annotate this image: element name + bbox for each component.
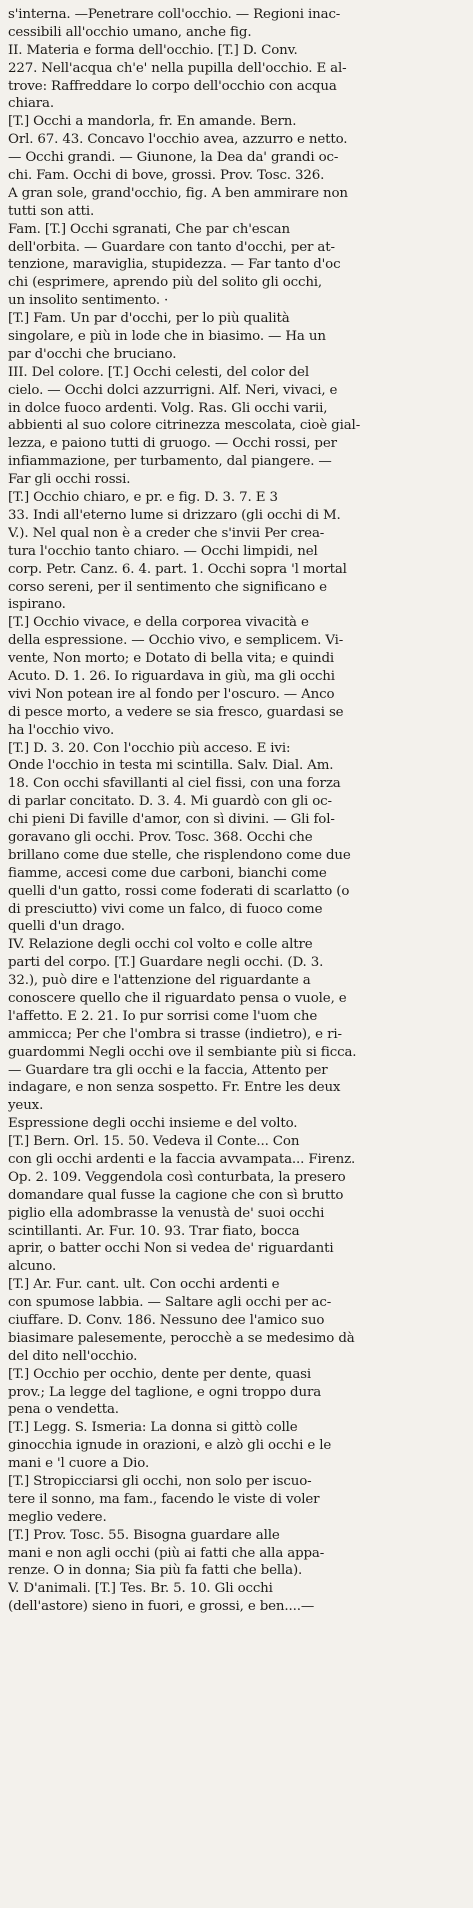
text-line: conoscere quello che il riguardato pensa o vuole, e	[8, 990, 347, 1006]
text-line: [T.] Occhio vivace, e della corporea vivacità e	[8, 615, 309, 631]
text-line: [T.] D. 3. 20. Con l'occhio più acceso. E ivi:	[8, 740, 291, 756]
text-line: infiammazione, per turbamento, dal piangere. —	[8, 454, 332, 470]
text-line: Far gli occhi rossi.	[8, 472, 131, 488]
text-line: [T.] Occhi a mandorla, fr. En amande. Bern.	[8, 114, 297, 130]
text-line: con spumose labbia. — Saltare agli occhi per ac-	[8, 1295, 332, 1311]
text-line: ginocchia ignude in orazioni, e alzò gli occhi e le	[8, 1438, 332, 1454]
text-line: goravano gli occhi. Prov. Tosc. 368. Occhi che	[8, 829, 313, 845]
text-line: Op. 2. 109. Veggendola così conturbata, la presero	[8, 1169, 346, 1185]
text-line: [T.] Occhio chiaro, e pr. e fig. D. 3. 7. E 3	[8, 490, 278, 506]
text-line: 18. Con occhi sfavillanti al ciel fissi, con una forza	[8, 776, 341, 792]
text-line: II. Materia e forma dell'occhio. [T.] D. Conv.	[8, 42, 298, 58]
text-line: trove: Raffreddare lo corpo dell'occhio con acqua	[8, 78, 337, 94]
text-line: A gran sole, grand'occhio, fig. A ben ammirare non	[8, 185, 348, 201]
text-line: vivi Non potean ire al fondo per l'oscuro. — Anco	[8, 686, 335, 702]
text-line: [T.] Legg. S. Ismeria: La donna si gittò colle	[8, 1420, 298, 1436]
text-line: lezza, e paiono tutti di gruogo. — Occhi rossi, per	[8, 436, 337, 452]
text-line: tere il sonno, ma fam., facendo le viste di voler	[8, 1491, 320, 1507]
text-line: [T.] Bern. Orl. 15. 50. Vedeva il Conte... Con	[8, 1134, 300, 1150]
text-line: IV. Relazione degli occhi col volto e colle altre	[8, 937, 313, 953]
text-line: ispirano.	[8, 597, 66, 613]
text-line: biasimare palesemente, perocchè a se medesimo dà	[8, 1330, 355, 1346]
text-column	[8, 6, 465, 1616]
text-line: scintillanti. Ar. Fur. 10. 93. Trar fiato, bocca	[8, 1223, 300, 1239]
text-line: dell'orbita. — Guardare con tanto d'occhi, per at-	[8, 239, 335, 255]
text-line: cessibili all'occhio umano, anche fig.	[8, 24, 252, 40]
text-line: parti del corpo. [T.] Guardare negli occhi. (D. 3.	[8, 955, 324, 971]
text-line: V.). Nel qual non è a creder che s'invii Per crea-	[8, 525, 325, 541]
text-line: della espressione. — Occhio vivo, e semplicem. Vi-	[8, 633, 344, 649]
text-line: Espressione degli occhi insieme e del volto.	[8, 1116, 298, 1132]
text-line: indagare, e non senza sospetto. Fr. Entre les deux	[8, 1080, 341, 1096]
text-line: vente, Non morto; e Dotato di bella vita; e quindi	[8, 651, 335, 667]
text-line: chiara.	[8, 96, 54, 112]
text-line: chi (esprimere, aprendo più del solito gli occhi,	[8, 275, 323, 291]
text-line: fiamme, accesi come due carboni, bianchi come	[8, 865, 327, 881]
text-line: singolare, e più in lode che in biasimo. — Ha un	[8, 329, 326, 345]
text-line: ha l'occhio vivo.	[8, 722, 115, 738]
text-line: di pesce morto, a vedere se sia fresco, guardasi se	[8, 704, 344, 720]
text-line: un insolito sentimento. ·	[8, 293, 169, 309]
text-line: guardommi Negli occhi ove il sembiante più si ficca.	[8, 1044, 357, 1060]
text-line: s'interna. —Penetrare coll'occhio. — Regioni inac-	[8, 7, 341, 22]
text-line: — Occhi grandi. — Giunone, la Dea da' grandi oc-	[8, 150, 339, 166]
text-line: quelli d'un drago.	[8, 919, 125, 935]
text-line: 33. Indi all'eterno lume si drizzaro (gli occhi di M.	[8, 507, 341, 523]
text-line: piglio ella adombrasse la venustà de' suoi occhi	[8, 1205, 325, 1221]
text-line: prov.; La legge del taglione, e ogni troppo dura	[8, 1384, 322, 1400]
text-line: III. Del colore. [T.] Occhi celesti, del color del	[8, 364, 309, 380]
text-line: (dell'astore) sieno in fuori, e grossi, e ben....—	[8, 1599, 315, 1615]
text-line: [T.] Fam. Un par d'occhi, per lo più qualità	[8, 311, 290, 327]
text-line: par d'occhi che bruciano.	[8, 346, 177, 362]
text-line: chi. Fam. Occhi di bove, grossi. Prov. Tosc. 326.	[8, 168, 325, 184]
text-line: [T.] Stropicciarsi gli occhi, non solo per iscuo-	[8, 1474, 312, 1490]
text-line: Acuto. D. 1. 26. Io riguardava in giù, ma gli occhi	[8, 668, 335, 684]
text-line: abbienti al suo colore citrinezza mescolata, cioè gial-	[8, 418, 361, 434]
text-line: di parlar concitato. D. 3. 4. Mi guardò con gli oc-	[8, 794, 332, 810]
text-line: meglio vedere.	[8, 1509, 107, 1525]
text-line: quelli d'un gatto, rossi come foderati di scarlatto (o	[8, 883, 350, 899]
text-line: mani e non agli occhi (più ai fatti che alla appa-	[8, 1545, 325, 1561]
text-line: del dito nell'occhio.	[8, 1348, 138, 1364]
text-line: di presciutto) vivi come un falco, di fuoco come	[8, 901, 323, 917]
text-line: pena o vendetta.	[8, 1402, 119, 1418]
text-line: 32.), può dire e l'attenzione del riguardante a	[8, 973, 311, 989]
text-line: Orl. 67. 43. Concavo l'occhio avea, azzurro e netto.	[8, 132, 348, 148]
text-line: in dolce fuoco ardenti. Volg. Ras. Gli occhi varii,	[8, 400, 328, 416]
text-line: alcuno.	[8, 1259, 57, 1275]
text-line: ciuffare. D. Conv. 186. Nessuno dee l'amico suo	[8, 1313, 325, 1329]
text-line: yeux.	[8, 1098, 44, 1114]
text-line: 227. Nell'acqua ch'e' nella pupilla dell'occhio. E al-	[8, 60, 347, 76]
text-line: Fam. [T.] Occhi sgranati, Che par ch'escan	[8, 221, 290, 237]
text-line: domandare qual fusse la cagione che con sì brutto	[8, 1187, 344, 1203]
text-line: V. D'animali. [T.] Tes. Br. 5. 10. Gli occhi	[8, 1581, 273, 1597]
text-line: corso sereni, per il sentimento che significano e	[8, 579, 327, 595]
text-line: Onde l'occhio in testa mi scintilla. Salv. Dial. Am.	[8, 758, 334, 774]
text-line: ammicca; Per che l'ombra si trasse (indietro), e ri-	[8, 1026, 342, 1042]
text-line: tutti son atti.	[8, 203, 95, 219]
text-line: brillano come due stelle, che risplendono come due	[8, 847, 351, 863]
text-line: tura l'occhio tanto chiaro. — Occhi limpidi, nel	[8, 543, 318, 559]
text-line: chi pieni Di faville d'amor, con sì divini. — Gli fol-	[8, 812, 335, 828]
text-line: aprir, o batter occhi Non si vedea de' riguardanti	[8, 1241, 334, 1257]
text-line: [T.] Occhio per occhio, dente per dente, quasi	[8, 1366, 312, 1382]
text-line: tenzione, maraviglia, stupidezza. — Far tanto d'oc	[8, 257, 341, 273]
text-line: — Guardare tra gli occhi e la faccia, Attento per	[8, 1062, 328, 1078]
text-line: [T.] Ar. Fur. cant. ult. Con occhi ardenti e	[8, 1277, 280, 1293]
text-line: renze. O in donna; Sia più fa fatti che bella).	[8, 1563, 303, 1579]
text-line: con gli occhi ardenti e la faccia avvampata... Firenz.	[8, 1152, 356, 1167]
text-line: mani e 'l cuore a Dio.	[8, 1456, 150, 1472]
text-line: l'affetto. E 2. 21. Io pur sorrisi come l'uom che	[8, 1008, 318, 1024]
text-line: cielo. — Occhi dolci azzurrigni. Alf. Neri, vivaci, e	[8, 382, 338, 398]
text-line: [T.] Prov. Tosc. 55. Bisogna guardare alle	[8, 1527, 280, 1543]
text-line: corp. Petr. Canz. 6. 4. part. 1. Occhi sopra 'l mortal	[8, 561, 347, 577]
